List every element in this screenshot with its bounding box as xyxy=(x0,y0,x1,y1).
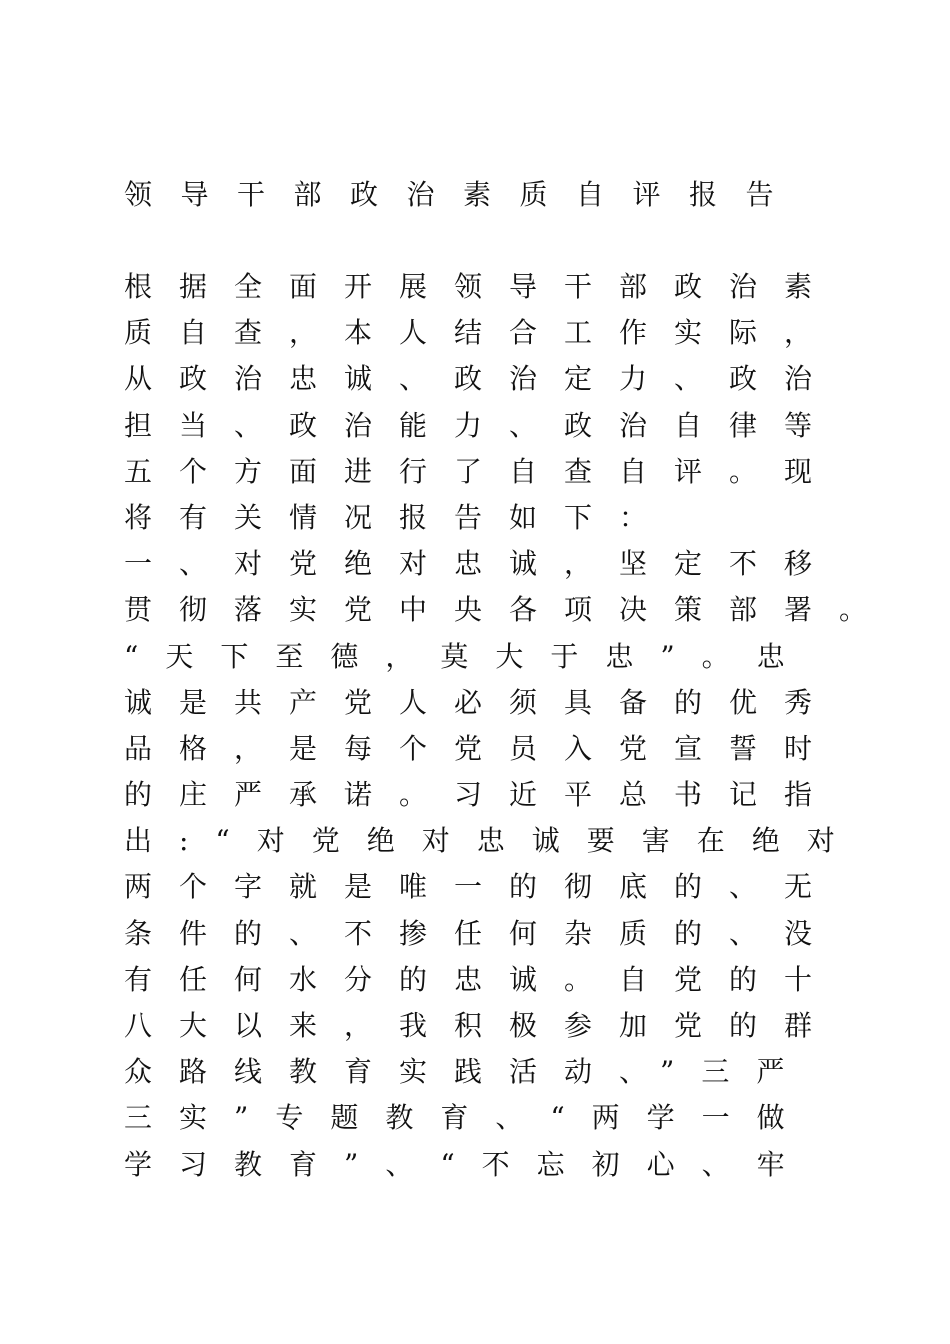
document-title: 领导干部政治素质自评报告 xyxy=(124,178,803,211)
text-line: 根据全面开展领导干部政治素 xyxy=(124,270,840,303)
text-line: 三实”专题教育、“两学一做 xyxy=(124,1101,812,1135)
text-line: 出:“对党绝对忠诚要害在绝对 xyxy=(124,824,862,858)
text-line: 两个字就是唯一的彻底的、无 xyxy=(124,870,840,904)
text-line: “天下至德，莫大于忠”。忠 xyxy=(124,639,812,673)
section-heading-line: 贯彻落实党中央各项决策部署。 xyxy=(124,593,895,627)
text-line: 质自查，本人结合工作实际， xyxy=(124,316,840,350)
text-line: 八大以来，我积极参加党的群 xyxy=(124,1009,840,1042)
document-body xyxy=(124,264,895,1188)
text-line: 学习教育”、“不忘初心、牢 xyxy=(124,1147,812,1181)
text-line: 有任何水分的忠诚。自党的十 xyxy=(124,962,840,996)
text-line: 众路线教育实践活动、”三严 xyxy=(124,1055,812,1089)
text-line: 的庄严承诺。习近平总书记指 xyxy=(124,778,840,812)
text-line: 诚是共产党人必须具备的优秀 xyxy=(124,685,840,719)
text-line: 担当、政治能力、政治自律等 xyxy=(124,408,840,442)
section-heading-line: 一、对党绝对忠诚，坚定不移 xyxy=(124,547,840,581)
text-line: 从政治忠诚、政治定力、政治 xyxy=(124,362,840,396)
text-line: 五个方面进行了自查自评。现 xyxy=(124,454,840,488)
text-line: 将有关情况报告如下： xyxy=(124,500,675,534)
text-line: 条件的、不掺任何杂质的、没 xyxy=(124,916,840,950)
text-line: 品格，是每个党员入党宣誓时 xyxy=(124,731,840,765)
